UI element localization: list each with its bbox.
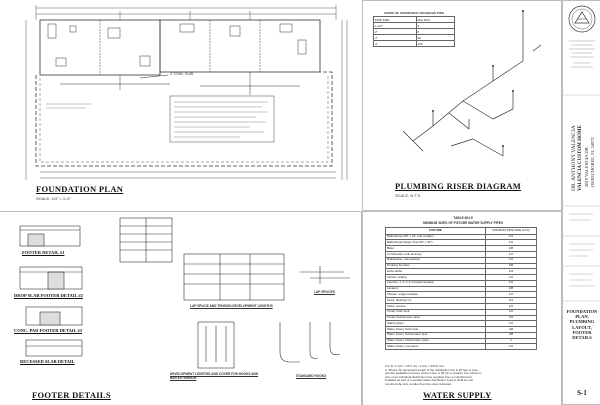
plumbing-riser-title: PLUMBING RISER DIAGRAM: [395, 181, 522, 191]
footer-detail-3-label: CONC. PAD FOOTER DETAIL #3: [14, 328, 82, 333]
water-table-caption: TABLE 604.5: [453, 216, 473, 220]
slab-callout: 4" CONC. SLAB: [170, 72, 194, 76]
footer-detail-2-label: DROP SLAB FOOTER DETAIL #2: [14, 293, 83, 298]
table-cell: Bathtubs(a) (60" x 32" and smaller): [386, 234, 486, 240]
engineer-seal-logo: [563, 3, 600, 39]
lap-splice-dev-label: LAP SPLICE AND TENSION DEVELOPMENT LENGTHS: [190, 304, 273, 308]
table-cell: 1/2: [486, 269, 537, 275]
table-cell: Urinal, flushometer valve: [386, 315, 486, 321]
table-cell: 1: [486, 338, 537, 344]
water-supply-table: [385, 227, 537, 350]
footer-detail-1-label: FOOTER DETAIL #1: [22, 250, 65, 255]
project-address-2: OKEECHOBEE, FL 34972: [590, 137, 595, 187]
table-cell: Water closet, flushometer tank: [386, 332, 486, 338]
note-line: installed as part of a parallel water distribution system shall be one: [385, 378, 474, 383]
drainage-table-title: SIZING OF HORIZONTAL DRAINAGE PIPE: [384, 11, 444, 15]
water-table-notes: [385, 365, 545, 387]
table-cell: Sinks, flushing rim: [386, 298, 486, 304]
table-cell: 160: [416, 41, 454, 47]
table-row: [386, 344, 537, 350]
table-cell: Shower, single head(a): [386, 292, 486, 298]
note-line: and the available pressure at the meter is 35 psi or greater, the minimum: [385, 371, 482, 376]
note-line: size of an individual distribution line supplied from a manifold and: [385, 374, 472, 379]
table-cell: 3/8: [486, 263, 537, 269]
table-cell: Hose bibbs: [386, 269, 486, 275]
note-line: a. Where the developed length of the distribution line is 60 feet or less,: [385, 367, 479, 372]
title-block: [562, 0, 600, 405]
company-info-lines: [563, 37, 600, 97]
project-address-1: 2019 VALENCIA DR.: [584, 146, 589, 187]
table-cell: 2": [374, 29, 417, 35]
foundation-plan-title: FOUNDATION PLAN: [36, 184, 124, 194]
footer-details-panel: [0, 211, 362, 405]
standard-hooks-label: STANDARD HOOKS: [296, 374, 327, 378]
owner-name: DR. ANTHONY VALENCIA: [571, 125, 577, 191]
table-cell: 1/2: [486, 234, 537, 240]
sheet-number: S-1: [577, 389, 587, 397]
table-cell: Bathtubs(a) (larger than 60" x 32"): [386, 240, 486, 246]
table-cell: 1/2: [486, 251, 537, 257]
table-cell: 1/2: [486, 344, 537, 350]
table-cell: Water closet, one piece: [386, 344, 486, 350]
table-cell: 20: [416, 35, 454, 41]
table-cell: 1/2: [486, 257, 537, 263]
riser-diagram-drawing: [363, 1, 562, 181]
water-supply-title: WATER SUPPLY: [423, 390, 492, 400]
note-line: nominal tube size smaller than the sizes indicated.: [385, 381, 452, 386]
table-cell: Laundry, 1, 2 or 3 compartments(a): [386, 280, 486, 286]
table-cell: 1-1/2": [374, 23, 417, 29]
water-supply-rows: [386, 234, 537, 350]
table-cell: 3": [374, 35, 417, 41]
plumbing-riser-panel: [362, 0, 562, 211]
table-cell: Sinks, service: [386, 303, 486, 309]
development-lengths-label: DEVELOPMENT LENGTHS AND COVER FOR HOOKS AND BAR EXTENSION: [170, 372, 259, 380]
table-cell: Dishwasher, domestic(a): [386, 257, 486, 263]
table-cell: 1/2: [486, 240, 537, 246]
table-cell: 1/2: [486, 303, 537, 309]
sheet-title-text: FOUNDATION PLAN, PLUMBING LAYOUT, FOOTER DETAILS: [566, 309, 598, 341]
table-cell: Bidet: [386, 246, 486, 252]
foundation-plan-scale: SCALE: 1/4" = 1'-0": [36, 196, 71, 201]
water-table-subcaption: MINIMUM SIZES OF FIXTURE WATER SUPPLY PIPES: [423, 221, 503, 225]
table-cell: PIPE SIZE: [374, 17, 417, 23]
table-cell: 3/8: [486, 327, 537, 333]
table-cell: 6: [416, 29, 454, 35]
col-size-header: MINIMUM PIPE SIZE (inch): [486, 228, 537, 235]
table-cell: 1/2: [486, 275, 537, 281]
table-cell: Water closet, flushometer valve: [386, 338, 486, 344]
title-block-dividers: [563, 196, 600, 405]
table-cell: 3/8: [486, 246, 537, 252]
table-cell: Drinking fountain: [386, 263, 486, 269]
table-cell: 1/2: [486, 321, 537, 327]
table-cell: 3: [416, 23, 454, 29]
plumbing-riser-scale: SCALE: N.T.S.: [395, 193, 422, 198]
table-cell: 4": [374, 41, 417, 47]
table-cell: 1/2: [486, 292, 537, 298]
table-cell: Max DFU: [416, 17, 454, 23]
table-cell: Water closet, flush tank: [386, 327, 486, 333]
recessed-slab-label: RECESSED SLAB DETAIL: [20, 359, 75, 364]
foundation-plan-drawing: [0, 0, 362, 211]
footer-details-title: FOOTER DETAILS: [32, 390, 111, 400]
table-cell: Combination sink and tray: [386, 251, 486, 257]
table-cell: Lavatory: [386, 286, 486, 292]
project-name: VALENCIA CUSTOM HOME: [578, 125, 583, 191]
table-cell: 3/4: [486, 315, 537, 321]
lap-splices-label: LAP SPLICES: [314, 290, 335, 294]
table-cell: Kitchen sink(a): [386, 275, 486, 281]
table-cell: 3/8: [486, 286, 537, 292]
note-line: For SI: 1 inch = 25.4 mm, 1 foot = 304.8 mm.: [385, 364, 445, 368]
table-header-row: [386, 228, 537, 235]
table-cell: 3/8: [486, 332, 537, 338]
foundation-plan-panel: [0, 0, 362, 211]
col-fixture-header: FIXTURE: [386, 228, 486, 235]
table-cell: 1/2: [486, 309, 537, 315]
table-cell: Urinal, flush tank: [386, 309, 486, 315]
water-supply-panel: [362, 211, 562, 405]
table-cell: 3/4: [486, 298, 537, 304]
table-cell: Wall hydrant: [386, 321, 486, 327]
table-cell: 1/2: [486, 280, 537, 286]
